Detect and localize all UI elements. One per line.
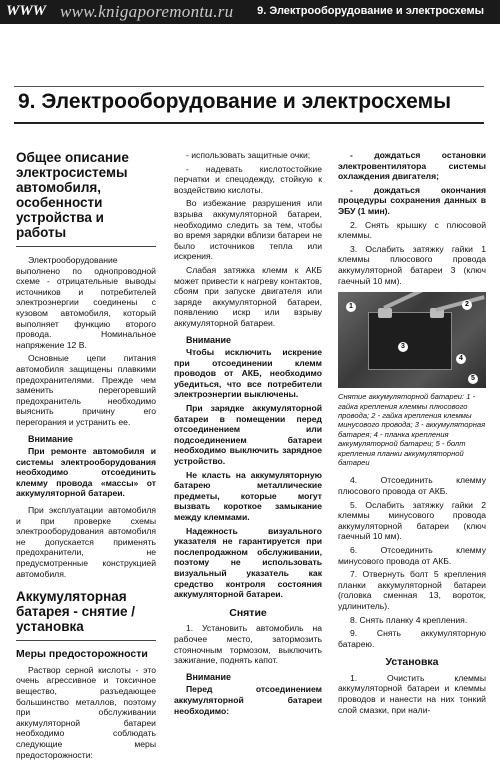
paragraph: Во избежание разрушения или взрыва аккумуляторной батареи, необходимо следить за тем, чтобы во время зарядки вблизи батареи не было источников тепла или искрения. [174, 198, 322, 262]
callout-label: 4 [456, 354, 466, 364]
paragraph: Раствор серной кислоты - это очень агрессивное и токсичное вещество, разъедающее большинство металлов, поэтому при обслуживании аккумуляторной батареи необходимо соблюдать следующие меры предосторожности: [16, 664, 156, 760]
paragraph: - надевать кислотостойкие перчатки и спецодежду, стойкую к воздействию кислоты. [174, 163, 322, 195]
callout-label: 5 [468, 374, 478, 384]
paragraph: 2. Снять крышку с плюсовой клеммы. [338, 219, 486, 241]
column-3 [338, 150, 486, 718]
subheading-precautions: Меры предосторожности [16, 648, 148, 661]
header-logo: WWW [6, 3, 47, 19]
page-header [0, 0, 500, 24]
column-1 [16, 150, 156, 763]
chapter-title: 9. Электрооборудование и электросхемы [18, 90, 452, 113]
paragraph: 3. Ослабить затяжку гайки 1 клеммы плюсового провода аккумуляторной батареи 3 (ключ гаечный 10 мм). [338, 243, 486, 286]
section-heading-electrical: Общее описание электросистемы автомобиля, особенности устройства и работы [16, 150, 129, 240]
note-text: При зарядке аккумуляторной батареи в помещении перед отсоединением или подсоединением батареи необходимо выключить зарядное устройство. [174, 403, 322, 467]
paragraph: - использовать защитные очки; [186, 150, 311, 160]
paragraph: 1. Установить автомобиль на рабочее место, затормозить стояночным тормозом, выключить зажигание, поднять капот. [174, 623, 322, 666]
paragraph: 5. Ослабить затяжку гайки 2 клеммы минусового провода аккумуляторной батареи (ключ гаечный 10 мм). [338, 499, 486, 542]
battery-photo [338, 292, 486, 388]
paragraph: 9. Снять аккумуляторную батарею. [338, 628, 486, 649]
note-title: Внимание [186, 671, 231, 682]
paragraph: Основные цепи питания автомобиля защищены плавкими предохранителями. Прежде чем заменить перегоревший предохранитель необходимо выяснить причину его перегорания и устранить ее. [16, 353, 156, 427]
note-text: Перед отсоединением аккумуляторной батареи необходимо: [174, 684, 322, 716]
callout-label: 3 [398, 342, 408, 352]
paragraph: Электрооборудование выполнено по однопроводной схеме - отрицательные выводы источников и потребителей электроэнергии соединены с кузовом автомобиля, который выполняет функцию второго провода. Номинальное напряжение 12 В. [16, 255, 156, 350]
subheading-removal: Снятие [229, 606, 267, 619]
paragraph: 1. Очистить клеммы аккумуляторной батареи и клеммы проводов и нанести на них тонкий слой смазки, при нали- [338, 672, 486, 715]
subheading-installation: Установка [385, 656, 439, 669]
paragraph: 4. Отсоединить клемму плюсового провода от АКБ. [338, 475, 486, 496]
callout-label: 2 [462, 300, 472, 310]
paragraph: Слабая затяжка клемм к АКБ может привести к нагреву контактов, сбоям при запуске двигателя или заряде аккумуляторной батареи, появлению искр или взрыву аккумуляторной батареи. [174, 264, 322, 328]
bullet-text: - дождаться остановки электровентилятора системы охлаждения двигателя; [338, 150, 486, 182]
header-title: 9. Электрооборудование и электросхемы [257, 5, 484, 17]
bullet-text: - дождаться окончания процедуры сохранения данных в ЭБУ (1 мин). [338, 184, 486, 216]
note-title: Внимание [28, 433, 73, 444]
paragraph: 8. Снять планку 4 крепления. [350, 614, 468, 625]
section-heading-battery: Аккумуляторная батарея - снятие / установка [16, 589, 136, 635]
note-title: Внимание [186, 334, 231, 345]
note-text: Надежность визуального указателя не гарантируется при послепродажном обслуживании, поэтому не использовать визуальный указатель как средство контроля состояния аккумуляторной батареи. [174, 525, 322, 600]
paragraph: 6. Отсоединить клемму минусового провода от АКБ. [338, 544, 486, 566]
battery-image [368, 312, 452, 370]
paragraph: При эксплуатации автомобиля и при проверке схемы электрооборудования автомобиля не допускается применять предохранители, не предусмотренные конструкцией автомобиля. [16, 505, 156, 579]
chapter-rule [14, 122, 484, 124]
paragraph: 7. Отвернуть болт 5 крепления планки аккумуляторной батареи (головка сменная 13, вороток, удлинитель). [338, 569, 486, 611]
note-text: Не класть на аккумуляторную батарею металлические предметы, которые могут вызвать короткое замыкание между клеммами. [174, 469, 322, 522]
note-text: Чтобы исключить искрение при отсоединении клемм проводов от АКБ, необходимо убедиться, что все потребители электроэнергии выключены. [174, 347, 322, 400]
column-2 [174, 150, 322, 719]
divider [16, 640, 156, 641]
cable-shape [435, 295, 484, 312]
note-text: При ремонте автомобиля и системы электрооборудования необходимо отсоединить клемму провода «массы» от аккумуляторной батареи. [16, 446, 156, 499]
header-watermark: www.knigaporemontu.ru [60, 2, 234, 21]
divider [16, 246, 156, 247]
callout-label: 1 [346, 302, 356, 312]
photo-caption: Снятие аккумуляторной батареи: 1 - гайка крепления клеммы плюсового провода; 2 - гайка крепления клеммы минусового провода; 3 - аккумуляторная батарея; 4 - планка крепления аккумуляторной батареи; 5 - болт крепления планки аккумуляторной батареи [338, 392, 486, 467]
